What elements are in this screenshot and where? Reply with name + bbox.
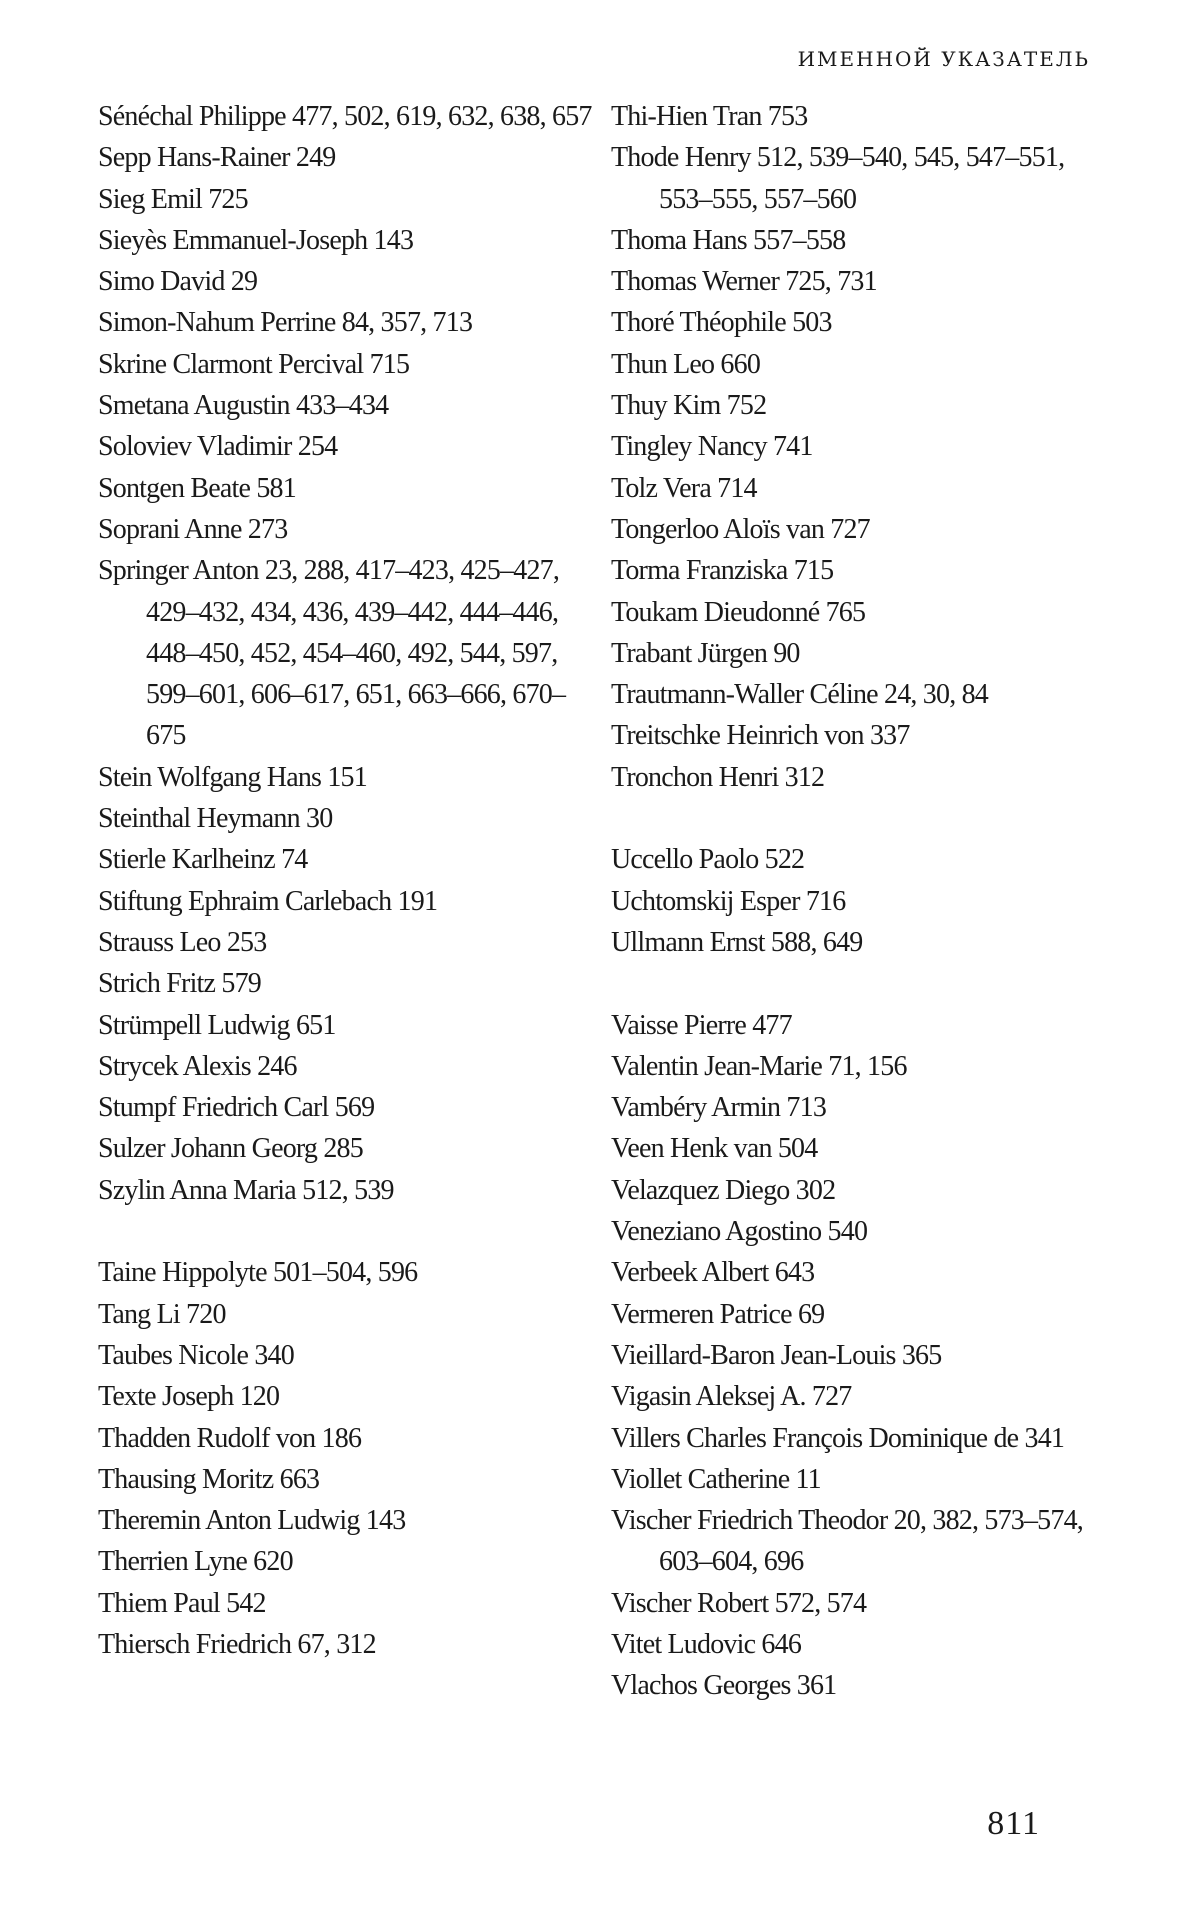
index-entry: Steinthal Heymann 30: [98, 803, 333, 835]
index-entry: Stiftung Ephraim Carlebach 191: [98, 885, 438, 917]
index-entry: Velazquez Diego 302: [611, 1174, 836, 1206]
index-entry: Sieyès Emmanuel-Joseph 143: [98, 224, 414, 256]
index-entry: Vlachos Georges 361: [611, 1670, 837, 1702]
index-entry: Torma Franziska 715: [611, 555, 834, 587]
index-column-right: [611, 96, 1111, 1707]
index-entry: Thadden Rudolf von 186: [98, 1422, 362, 1454]
index-entry: Simon-Nahum Perrine 84, 357, 713: [98, 307, 473, 339]
index-entry: Vigasin Aleksej A. 727: [611, 1381, 852, 1413]
index-entry: Therrien Lyne 620: [98, 1546, 293, 1578]
index-entry: Thode Henry 512, 539–540, 545, 547–551, 553–555, 557–560: [611, 142, 1071, 215]
index-entry: Simo David 29: [98, 266, 258, 298]
index-entry: Sontgen Beate 581: [98, 472, 296, 504]
index-entry: Sénéchal Philippe 477, 502, 619, 632, 638, 657: [98, 101, 592, 132]
index-entry: Taine Hippolyte 501–504, 596: [98, 1257, 418, 1289]
index-entry: Trabant Jürgen 90: [611, 637, 800, 669]
letter-group-gap: [611, 798, 1111, 839]
index-entry: Sulzer Johann Georg 285: [98, 1133, 363, 1165]
index-entry: Uccello Paolo 522: [611, 844, 805, 876]
index-entry: Sieg Emil 725: [98, 183, 248, 215]
index-entry: Vaisse Pierre 477: [611, 1009, 792, 1041]
index-entry: Viollet Catherine 11: [611, 1463, 821, 1495]
index-entry: Thoma Hans 557–558: [611, 224, 846, 256]
index-entry: Szylin Anna Maria 512, 539: [98, 1174, 394, 1206]
page-number: 811: [987, 1805, 1040, 1842]
index-entry: Sepp Hans-Rainer 249: [98, 142, 336, 174]
index-entry: Theremin Anton Ludwig 143: [98, 1505, 406, 1537]
index-entry: Tolz Vera 714: [611, 472, 757, 504]
index-entry: Soloviev Vladimir 254: [98, 431, 338, 463]
index-entry: Valentin Jean-Marie 71, 156: [611, 1050, 907, 1082]
index-entry: Stierle Karlheinz 74: [98, 844, 308, 876]
index-entry: Vieillard-Baron Jean-Louis 365: [611, 1339, 942, 1371]
index-entry: Vitet Ludovic 646: [611, 1628, 802, 1660]
index-entry: Strümpell Ludwig 651: [98, 1009, 336, 1041]
index-entry: Veneziano Agostino 540: [611, 1216, 868, 1248]
index-entry: Thi-Hien Tran 753: [611, 101, 808, 132]
index-entry: Vermeren Patrice 69: [611, 1298, 825, 1330]
index-entry: Vischer Robert 572, 574: [611, 1587, 867, 1619]
index-entry: Tingley Nancy 741: [611, 431, 813, 463]
letter-group-gap: [98, 1211, 598, 1252]
index-entry: Veen Henk van 504: [611, 1133, 818, 1165]
index-entry: Toukam Dieudonné 765: [611, 596, 866, 628]
index-entry: Thuy Kim 752: [611, 390, 767, 422]
index-entry: Springer Anton 23, 288, 417–423, 425–427, 429–432, 434, 436, 439–442, 444–446, 448–450, 452, 454–460, 492, 544, 597, 599–601, 606–617, 651, 663–666, 670–675: [98, 555, 566, 752]
index-entry: Stein Wolfgang Hans 151: [98, 761, 367, 793]
index-entry: Uchtomskij Esper 716: [611, 885, 846, 917]
index-entry: Ullmann Ernst 588, 649: [611, 926, 863, 958]
index-entry: Thiersch Friedrich 67, 312: [98, 1628, 376, 1660]
index-entry: Skrine Clarmont Percival 715: [98, 348, 410, 380]
index-entry: Treitschke Heinrich von 337: [611, 720, 910, 752]
index-entry: Strauss Leo 253: [98, 926, 267, 958]
index-entry: Tongerloo Aloïs van 727: [611, 513, 870, 545]
running-header: ИМЕННОЙ УКАЗАТЕЛЬ: [797, 47, 1090, 71]
index-entry: Verbeek Albert 643: [611, 1257, 815, 1289]
index-entry: Thoré Théophile 503: [611, 307, 832, 339]
index-entry: Texte Joseph 120: [98, 1381, 280, 1413]
index-entry: Strycek Alexis 246: [98, 1050, 297, 1082]
index-entry: Taubes Nicole 340: [98, 1339, 294, 1371]
index-entry: Thomas Werner 725, 731: [611, 266, 877, 298]
index-entry: Strich Fritz 579: [98, 968, 261, 1000]
index-entry: Tronchon Henri 312: [611, 761, 825, 793]
index-entry: Thiem Paul 542: [98, 1587, 266, 1619]
index-column-left: [98, 96, 598, 1665]
index-entry: Stumpf Friedrich Carl 569: [98, 1092, 375, 1124]
index-entry: Thun Leo 660: [611, 348, 761, 380]
letter-group-gap: [611, 963, 1111, 1004]
index-entry: Vischer Friedrich Theodor 20, 382, 573–574, 603–604, 696: [611, 1505, 1090, 1578]
index-entry: Trautmann-Waller Céline 24, 30, 84: [611, 679, 988, 711]
index-entry: Tang Li 720: [98, 1298, 226, 1330]
index-entry: Vambéry Armin 713: [611, 1092, 827, 1124]
index-entry: Villers Charles François Dominique de 341: [611, 1422, 1065, 1454]
index-entry: Thausing Moritz 663: [98, 1463, 320, 1495]
index-entry: Smetana Augustin 433–434: [98, 390, 389, 422]
index-entry: Soprani Anne 273: [98, 513, 288, 545]
